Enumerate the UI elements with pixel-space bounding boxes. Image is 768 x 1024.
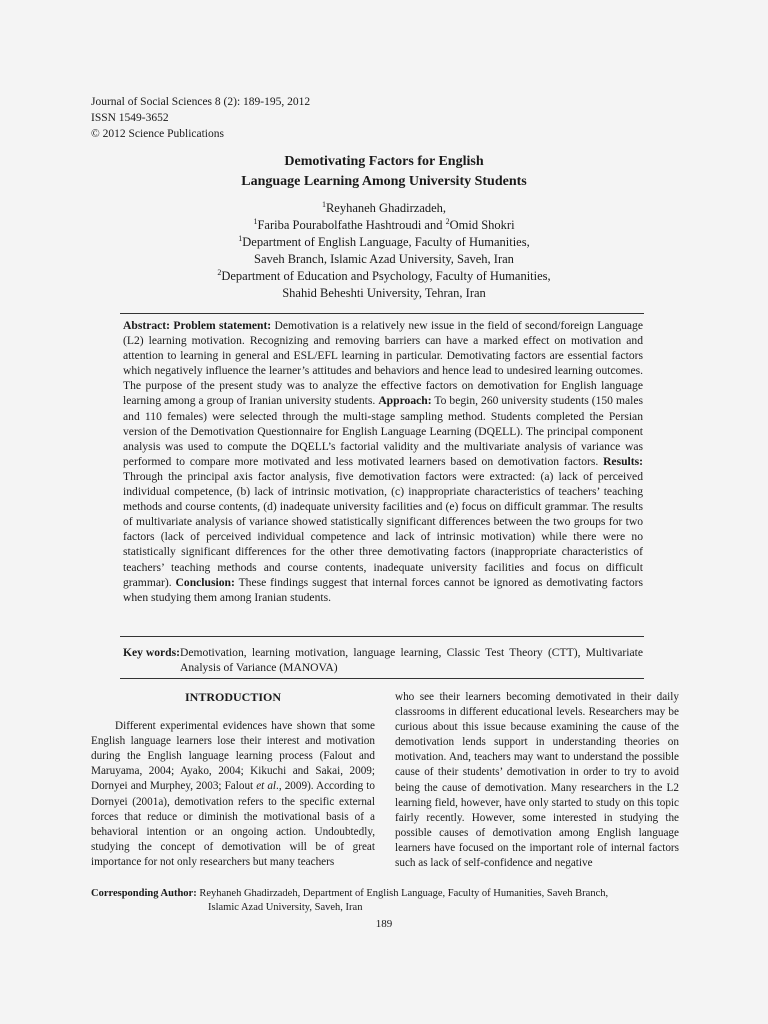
right-column-paragraph: who see their learners becoming demotivated in their daily classrooms in different educational levels. Researchers may be curious about this issue because examining the cause of the demotivation lends support in understanding theories on motivation. And, teachers may want to understand the possible cause of their students’ demotivation in order to try to avoid being the cause of demotivation. Many researchers in the L2 learning field, however, have only started to study on this topic fairly recently. However, some interested in studying the possible causes of demotivation among English language learners have focused on the important role of internal factors such as lack of self-confidence and negative <box>395 691 679 870</box>
problem-statement-label: Problem statement: <box>173 319 272 332</box>
intro-etal: et al <box>256 780 277 793</box>
corresponding-author <box>91 887 691 915</box>
author1-sup: 1 <box>321 200 326 209</box>
intro-text-part-2: ., 2009). According to Dornyei (2001a), demotivation refers to the specific external forces that reduce or diminish the motivational basis of a behavioral intention or an ongoing action. Undoubtedly, studying the concept of demotivation will be of great importance for not only researchers but many teachers <box>91 780 375 868</box>
affil1-text: Department of English Language, Faculty of Humanities, <box>242 235 530 249</box>
affiliation-1-line-1 <box>0 234 768 251</box>
title-line-1: Demotivating Factors for English <box>284 154 484 169</box>
author1-name: Reyhaneh Ghadirzadeh, <box>325 201 447 215</box>
affiliation-2-line-1 <box>0 268 768 285</box>
author-block <box>0 200 768 302</box>
approach-label: Approach: <box>378 394 432 408</box>
results-label: Results: <box>603 454 643 468</box>
results-text: Through the principal axis factor analysis, five demotivation factors were extracted: (a) lack of perceived individual competence, (b) lack of intrinsic motivation, (c) inappropriate characteristics of teachers’ teaching methods and course contents, (d) inadequate university facilities and (e) focus on difficult grammar. The results of multivariate analysis of variance showed statistically significant differences between the two groups for two factors (lack of perceived individual competence and lack of intrinsic motivation) while there were no statistically significant differences for the other three demotivating factors (inappropriate characteristics of teachers’ teaching methods and course contents, inadequate university facilities and focus on difficult grammar). <box>123 469 643 589</box>
corresponding-line-1 <box>91 887 691 901</box>
abstract <box>123 318 643 605</box>
author2-name: Fariba Pourabolfathe Hashtroudi and <box>257 218 446 232</box>
corresponding-text-1: Reyhaneh Ghadirzadeh, Department of English Language, Faculty of Humanities, Saveh Branch, <box>199 888 609 899</box>
right-column <box>395 690 679 871</box>
journal-citation: Journal of Social Sciences 8 (2): 189-195, 2012 <box>91 96 311 108</box>
author-line-2 <box>0 217 768 234</box>
corresponding-line-2: Islamic Azad University, Saveh, Iran <box>208 902 363 913</box>
affiliation-1-line-2: Saveh Branch, Islamic Azad University, Saveh, Iran <box>254 252 514 266</box>
journal-info <box>91 94 310 142</box>
author3-sup: 2 <box>445 217 450 226</box>
affil2-sup: 2 <box>217 268 222 277</box>
paper-title <box>0 152 768 192</box>
author3-name: Omid Shokri <box>449 218 515 232</box>
author2-sup: 1 <box>253 217 258 226</box>
intro-text-part-1: Different experimental evidences have shown that some English language learners lose their interest and motivation during the English language learning process (Falout and Maruyama, 2004; Ayako, 2004; Kikuchi and Sakai, 2009; Dornyei and Murphey, 2003; Falout <box>91 720 375 793</box>
abstract-top-rule <box>120 313 644 314</box>
journal-issn: ISSN 1549-3652 <box>91 112 169 124</box>
page-number: 189 <box>375 918 393 930</box>
keywords <box>123 645 643 675</box>
title-line-2: Language Learning Among University Students <box>241 174 527 189</box>
keywords-rule <box>120 678 644 679</box>
left-column <box>91 690 375 870</box>
keywords-text: Demotivation, learning motivation, language learning, Classic Test Theory (CTT), Multivariate Analysis of Variance (MANOVA) <box>180 646 643 675</box>
problem-statement-text: Demotivation is a relatively new issue in the field of second/foreign Language (L2) learning motivation. Recognizing and removing barriers can have a marked effect on motivation and attention to learning in general and ESL/EFL learning in particular. Demotivating factors are essential factors which negatively influence the learner’s attitudes and behaviors and hence lead to undesired learning outcomes. The purpose of the present study was to analyze the effective factors on demotivation for English language learning among a group of Iranian university students. <box>123 319 643 408</box>
affiliation-2-line-2: Shahid Beheshti University, Tehran, Iran <box>282 286 486 300</box>
introduction-paragraph <box>91 719 375 870</box>
conclusion-label: Conclusion: <box>175 575 235 589</box>
abstract-bottom-rule <box>120 636 644 637</box>
journal-copyright: © 2012 Science Publications <box>91 128 224 140</box>
affil1-sup: 1 <box>238 234 243 243</box>
abstract-label: Abstract: <box>123 319 171 332</box>
affil2-text: Department of Education and Psychology, Faculty of Humanities, <box>221 269 551 283</box>
author-line-1 <box>0 200 768 217</box>
corresponding-label: Corresponding Author: <box>91 888 197 899</box>
introduction-heading: INTRODUCTION <box>184 690 281 704</box>
conclusion-text: These findings suggest that internal forces cannot be ignored as demotivating factors when studying them among Iranian students. <box>123 575 643 604</box>
keywords-label: Key words: <box>123 646 180 659</box>
approach-text: To begin, 260 university students (150 males and 110 females) were selected through the multi-stage sampling method. Students completed the Persian version of the Demotivation Questionnaire for English Language Learning (DQELL). The principal component analysis was used to compute the DQELL’s factorial validity and the multivariate analysis of variance was performed to compare more motivated and less motivated learners based on demotivation factors. <box>123 394 643 468</box>
